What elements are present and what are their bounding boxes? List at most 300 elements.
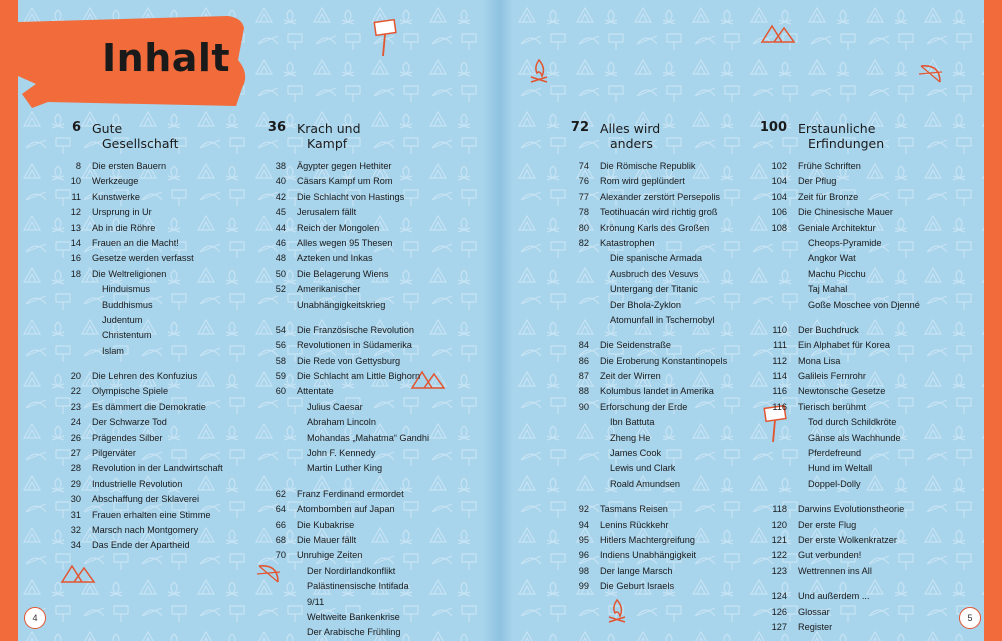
entry-title: Der Buchdruck	[798, 324, 859, 335]
toc-subentry[interactable]	[746, 236, 946, 251]
entry-page-number: 90	[578, 401, 589, 412]
toc-entry[interactable]	[548, 236, 748, 251]
toc-subentry[interactable]	[40, 313, 240, 328]
toc-entry[interactable]	[548, 174, 748, 189]
toc-column	[245, 119, 445, 641]
entry-page-number: 110	[772, 324, 787, 335]
entry-page-number: 94	[578, 519, 589, 530]
toc-entry[interactable]	[245, 221, 445, 236]
toc-entry[interactable]	[746, 533, 946, 548]
toc-subentry[interactable]	[548, 415, 748, 430]
entry-title: Die Mauer fällt	[297, 534, 357, 545]
signpost-icon	[372, 18, 398, 58]
entry-page-number: 38	[275, 161, 286, 171]
entry-title: Olympische Spiele	[92, 386, 169, 397]
entry-page-number: 76	[578, 176, 589, 187]
entry-title: Wettrennen ins All	[798, 565, 872, 576]
entry-page-number: 56	[275, 340, 286, 351]
entry-title: Glossar	[798, 606, 830, 617]
entry-title: Atombomben auf Japan	[297, 504, 395, 515]
entry-page-number: 68	[275, 534, 286, 545]
entry-title: Amerikanischer	[297, 284, 361, 295]
entry-page-number: 11	[71, 191, 81, 202]
entry-title: Die Chinesische Mauer	[798, 207, 893, 218]
section-title-line: Gute	[92, 121, 123, 136]
toc-entry[interactable]	[746, 620, 946, 635]
entry-spacer	[548, 492, 748, 502]
entry-title: Unruhige Zeiten	[297, 550, 363, 561]
section-title-line: Erfindungen	[808, 136, 885, 151]
section-heading	[245, 119, 445, 159]
entry-title: Ein Alphabet für Korea	[798, 340, 890, 351]
entry-page-number: 50	[275, 268, 286, 279]
book-gutter	[483, 0, 513, 641]
entry-title: Ibn Battuta	[610, 417, 655, 428]
entry-page-number: 42	[275, 191, 286, 202]
entry-title: Industrielle Revolution	[92, 478, 183, 489]
toc-subentry[interactable]	[548, 298, 748, 313]
toc-subentry[interactable]	[245, 446, 445, 461]
entry-title: Zeit der Wirren	[600, 371, 661, 382]
entry-title: Untergang der Titanic	[610, 284, 698, 295]
toc-entry[interactable]	[245, 298, 445, 313]
entry-spacer	[746, 313, 946, 323]
entry-title: Der erste Flug	[798, 519, 857, 530]
entry-title: Ägypter gegen Hethiter	[297, 161, 392, 171]
entry-title: Der Arabische Frühling	[307, 627, 401, 638]
entry-title: James Cook	[610, 448, 662, 459]
toc-entry[interactable]	[548, 533, 748, 548]
toc-entry[interactable]	[548, 221, 748, 236]
entry-title: Die Schlacht von Hastings	[297, 191, 405, 202]
entry-title: Gesetze werden verfasst	[92, 253, 194, 264]
campfire-icon	[528, 58, 550, 86]
entry-title: John F. Kennedy	[307, 448, 376, 459]
toc-column	[40, 119, 240, 554]
entry-title: Teotihuacán wird richtig groß	[600, 207, 718, 218]
entry-title: Taj Mahal	[808, 284, 848, 295]
toc-subentry[interactable]	[746, 461, 946, 476]
toc-subentry[interactable]	[548, 431, 748, 446]
entry-title: Geniale Architektur	[798, 222, 876, 233]
entry-title: Werkzeuge	[92, 176, 139, 187]
toc-subentry[interactable]	[40, 298, 240, 313]
entry-title: Hund im Weltall	[808, 463, 873, 474]
toc-entry[interactable]	[746, 221, 946, 236]
entry-page-number: 27	[70, 448, 81, 459]
entry-title: Frühe Schriften	[798, 161, 861, 171]
entry-title: Unabhängigkeitskrieg	[297, 299, 386, 310]
entry-page-number: 34	[70, 540, 81, 551]
toc-subentry[interactable]	[746, 282, 946, 297]
toc-entry[interactable]	[746, 548, 946, 563]
entry-page-number: 46	[275, 237, 286, 248]
entry-title: Die ersten Bauern	[92, 161, 167, 171]
entry-title: Lenins Rückkehr	[600, 519, 669, 530]
entry-page-number: 121	[771, 534, 787, 545]
entry-title: Zeit für Bronze	[798, 191, 859, 202]
toc-entry[interactable]	[40, 477, 240, 492]
toc-entry[interactable]	[746, 174, 946, 189]
toc-entry[interactable]	[548, 190, 748, 205]
entry-title: Roald Amundsen	[610, 478, 680, 489]
entry-page-number: 45	[275, 207, 286, 218]
toc-entry[interactable]	[40, 431, 240, 446]
toc-entry[interactable]	[746, 564, 946, 579]
toc-entry[interactable]	[746, 354, 946, 369]
toc-entry[interactable]	[40, 538, 240, 553]
entry-page-number: 127	[771, 621, 787, 632]
entry-page-number: 14	[70, 237, 81, 248]
entry-title: Frauen an die Macht!	[92, 237, 179, 248]
toc-entry[interactable]	[746, 205, 946, 220]
bow-icon	[918, 62, 944, 84]
toc-subentry[interactable]	[40, 282, 240, 297]
entry-title: Abraham Lincoln	[307, 417, 376, 428]
toc-entry[interactable]	[245, 384, 445, 399]
entry-title: Hinduismus	[102, 284, 150, 295]
entry-page-number: 16	[70, 253, 81, 264]
toc-entry[interactable]	[746, 384, 946, 399]
entry-title: Die Römische Republik	[600, 161, 696, 171]
toc-entry[interactable]	[245, 282, 445, 297]
toc-entry[interactable]	[40, 508, 240, 523]
entry-title: Das Ende der Apartheid	[92, 540, 190, 551]
section-title-line: Gesellschaft	[102, 136, 179, 151]
entry-title: 9/11	[307, 596, 325, 607]
entry-title: Der Schwarze Tod	[92, 417, 167, 428]
entry-page-number: 28	[70, 463, 81, 474]
entry-page-number: 26	[70, 432, 81, 443]
toc-entry[interactable]	[245, 236, 445, 251]
toc-entry[interactable]	[245, 205, 445, 220]
entry-title: Martin Luther King	[307, 463, 383, 474]
toc-subentry[interactable]	[746, 298, 946, 313]
toc-entry[interactable]	[245, 369, 445, 384]
toc-entry[interactable]	[746, 190, 946, 205]
section-page-number: 36	[267, 120, 286, 135]
entry-page-number: 52	[275, 284, 286, 295]
toc-subentry[interactable]	[548, 313, 748, 328]
entry-title: Indiens Unabhängigkeit	[600, 550, 697, 561]
section-title-line: Krach und	[297, 121, 361, 136]
toc-subentry[interactable]	[746, 477, 946, 492]
entry-title: Der erste Wolkenkratzer	[798, 534, 897, 545]
entry-page-number: 22	[70, 386, 81, 397]
entry-page-number: 48	[275, 253, 286, 264]
toc-subentry[interactable]	[245, 461, 445, 476]
section-title-line: Alles wird	[600, 121, 661, 136]
entry-title: Krönung Karls des Großen	[600, 222, 710, 233]
entry-page-number: 13	[70, 222, 81, 233]
campfire-icon	[606, 598, 628, 626]
toc-entry[interactable]	[245, 251, 445, 266]
entry-spacer	[548, 328, 748, 338]
entry-spacer	[40, 359, 240, 369]
entry-title: Angkor Wat	[808, 253, 856, 264]
toc-subentry[interactable]	[746, 251, 946, 266]
entry-spacer	[245, 313, 445, 323]
entry-page-number: 92	[578, 504, 589, 515]
toc-subentry[interactable]	[548, 461, 748, 476]
entry-page-number: 87	[578, 371, 589, 382]
entry-page-number: 8	[75, 161, 81, 171]
toc-entry[interactable]	[746, 159, 946, 174]
toc-entry[interactable]	[746, 323, 946, 338]
section-title-line: anders	[610, 136, 653, 151]
toc-subentry[interactable]	[40, 344, 240, 359]
toc-entry[interactable]	[40, 369, 240, 384]
toc-subentry[interactable]	[245, 400, 445, 415]
entry-title: Alexander zerstört Persepolis	[600, 191, 721, 202]
entry-title: Frauen erhalten eine Stimme	[92, 509, 211, 520]
entry-title: Gut verbunden!	[798, 550, 862, 561]
toc-entry[interactable]	[746, 338, 946, 353]
entry-title: Tierisch berühmt	[798, 401, 867, 412]
entry-page-number: 112	[772, 355, 787, 366]
toc-column	[548, 119, 748, 595]
toc-entry[interactable]	[245, 338, 445, 353]
entry-page-number: 104	[771, 191, 787, 202]
entry-title: Katastrophen	[600, 237, 655, 248]
toc-entry[interactable]	[40, 523, 240, 538]
toc-entry[interactable]	[40, 446, 240, 461]
toc-entry[interactable]	[245, 533, 445, 548]
toc-subentry[interactable]	[746, 446, 946, 461]
pyramid-icon	[760, 24, 796, 44]
entry-title: Der Nordirlandkonflikt	[307, 565, 396, 576]
entry-page-number: 60	[275, 386, 286, 397]
toc-entry[interactable]	[245, 159, 445, 174]
toc-subentry[interactable]	[245, 595, 445, 610]
entry-title: Die Französische Revolution	[297, 324, 414, 335]
entry-page-number: 62	[275, 488, 286, 499]
entry-title: Franz Ferdinand ermordet	[297, 488, 404, 499]
entry-page-number: 86	[578, 355, 589, 366]
entry-title: Rom wird geplündert	[600, 176, 685, 187]
entry-page-number: 108	[771, 222, 787, 233]
entry-page-number: 44	[275, 222, 286, 233]
entry-title: Zheng He	[610, 432, 651, 443]
entry-title: Cäsars Kampf um Rom	[297, 176, 393, 187]
entry-title: Kolumbus landet in Amerika	[600, 386, 714, 397]
toc-entry[interactable]	[245, 267, 445, 282]
toc-entry[interactable]	[548, 369, 748, 384]
entry-page-number: 82	[578, 237, 589, 248]
entry-page-number: 58	[275, 355, 286, 366]
toc-entry[interactable]	[40, 190, 240, 205]
toc-subentry[interactable]	[245, 610, 445, 625]
entry-title: Prägendes Silber	[92, 432, 163, 443]
entry-page-number: 23	[70, 401, 81, 412]
entry-page-number: 104	[771, 176, 787, 187]
toc-entry[interactable]	[245, 354, 445, 369]
page-number-left: 4	[24, 607, 46, 629]
entry-title: Register	[798, 621, 833, 632]
toc-entry[interactable]	[245, 323, 445, 338]
entry-page-number: 99	[578, 581, 589, 592]
entry-title: Die Belagerung Wiens	[297, 268, 389, 279]
section-heading	[548, 119, 748, 159]
toc-entry[interactable]	[548, 548, 748, 563]
toc-subentry[interactable]	[245, 564, 445, 579]
entry-page-number: 20	[70, 371, 81, 382]
entry-page-number: 126	[771, 606, 787, 617]
entry-title: Machu Picchu	[808, 268, 866, 279]
entry-page-number: 59	[275, 371, 286, 382]
toc-entry[interactable]	[40, 384, 240, 399]
toc-entry[interactable]	[40, 221, 240, 236]
entry-page-number: 102	[771, 161, 787, 171]
toc-entry[interactable]	[746, 589, 946, 604]
entry-title: Tasmans Reisen	[600, 504, 668, 515]
toc-entry[interactable]	[746, 605, 946, 620]
toc-entry[interactable]	[548, 400, 748, 415]
entry-page-number: 116	[772, 386, 787, 397]
toc-entry[interactable]	[245, 502, 445, 517]
toc-entry[interactable]	[548, 564, 748, 579]
page-number-right: 5	[959, 607, 981, 629]
entry-page-number: 106	[771, 207, 787, 218]
entry-title: Christentum	[102, 330, 152, 341]
entry-title: Alles wegen 95 Thesen	[297, 237, 393, 248]
toc-subentry[interactable]	[746, 267, 946, 282]
section-page-number: 72	[570, 120, 589, 135]
entry-title: Revolution in der Landwirtschaft	[92, 463, 223, 474]
entry-page-number: 78	[578, 207, 589, 218]
toc-entry[interactable]	[746, 369, 946, 384]
toc-entry[interactable]	[40, 415, 240, 430]
toc-subentry[interactable]	[548, 446, 748, 461]
entry-title: Ausbruch des Vesuvs	[610, 268, 699, 279]
entry-page-number: 96	[578, 550, 589, 561]
toc-entry[interactable]	[746, 400, 946, 415]
entry-title: Die Geburt Israels	[600, 581, 675, 592]
entry-spacer	[245, 477, 445, 487]
entry-title: Die Seidenstraße	[600, 340, 671, 351]
toc-entry[interactable]	[40, 400, 240, 415]
toc-entry[interactable]	[746, 518, 946, 533]
entry-title: Und außerdem ...	[798, 591, 870, 602]
toc-entry[interactable]	[40, 205, 240, 220]
entry-title: Cheops-Pyramide	[808, 237, 882, 248]
entry-title: Pferdefreund	[808, 448, 862, 459]
toc-entry[interactable]	[548, 384, 748, 399]
entry-title: Palästinensische Intifada	[307, 581, 409, 592]
entry-title: Lewis und Clark	[610, 463, 676, 474]
entry-page-number: 77	[578, 191, 589, 202]
entry-page-number: 12	[70, 207, 81, 218]
entry-title: Der Bhola-Zyklon	[610, 299, 681, 310]
toc-subentry[interactable]	[548, 477, 748, 492]
toc-column	[746, 119, 946, 635]
toc-subentry[interactable]	[548, 282, 748, 297]
toc-entry[interactable]	[245, 487, 445, 502]
toc-subentry[interactable]	[245, 625, 445, 640]
toc-entry[interactable]	[40, 159, 240, 174]
entry-page-number: 40	[275, 176, 286, 187]
toc-entry[interactable]	[245, 190, 445, 205]
toc-entry[interactable]	[40, 267, 240, 282]
entry-page-number: 64	[275, 504, 286, 515]
entry-title: Goße Moschee von Djenné	[808, 299, 920, 310]
entry-page-number: 32	[70, 524, 81, 535]
entry-page-number: 111	[773, 340, 787, 351]
toc-entry[interactable]	[40, 174, 240, 189]
section-page-number: 6	[71, 120, 81, 135]
toc-entry[interactable]	[548, 338, 748, 353]
entry-page-number: 84	[578, 340, 589, 351]
toc-subentry[interactable]	[548, 267, 748, 282]
entry-title: Ursprung in Ur	[92, 207, 152, 218]
toc-entry[interactable]	[40, 236, 240, 251]
toc-entry[interactable]	[548, 354, 748, 369]
entry-page-number: 116	[772, 401, 787, 412]
entry-title: Die Kubakrise	[297, 519, 355, 530]
entry-title: Revolutionen in Südamerika	[297, 340, 412, 351]
toc-subentry[interactable]	[40, 328, 240, 343]
entry-title: Reich der Mongolen	[297, 222, 380, 233]
entry-page-number: 74	[578, 161, 589, 171]
entry-title: Abschaffung der Sklaverei	[92, 494, 200, 505]
toc-subentry[interactable]	[245, 415, 445, 430]
toc-subentry[interactable]	[245, 579, 445, 594]
toc-subentry[interactable]	[746, 415, 946, 430]
toc-entry[interactable]	[746, 502, 946, 517]
toc-entry[interactable]	[548, 579, 748, 594]
entry-title: Die Eroberung Konstantinopels	[600, 355, 728, 366]
entry-page-number: 70	[275, 550, 286, 561]
entry-title: Mona Lisa	[798, 355, 841, 366]
entry-title: Jerusalem fällt	[297, 207, 357, 218]
entry-page-number: 54	[275, 324, 286, 335]
entry-page-number: 66	[275, 519, 286, 530]
toc-subentry[interactable]	[548, 251, 748, 266]
toc-entry[interactable]	[40, 251, 240, 266]
entry-title: Judentum	[102, 314, 143, 325]
toc-entry[interactable]	[245, 548, 445, 563]
entry-title: Atomunfall in Tschernobyl	[610, 314, 715, 325]
toc-entry[interactable]	[40, 461, 240, 476]
section-heading	[40, 119, 240, 159]
toc-entry[interactable]	[245, 174, 445, 189]
entry-title: Buddhismus	[102, 299, 153, 310]
entry-title: Gänse als Wachhunde	[808, 432, 901, 443]
toc-entry[interactable]	[548, 518, 748, 533]
toc-entry[interactable]	[40, 492, 240, 507]
toc-entry[interactable]	[548, 502, 748, 517]
toc-entry[interactable]	[245, 518, 445, 533]
entry-page-number: 118	[772, 504, 787, 515]
entry-page-number: 114	[772, 371, 787, 382]
entry-page-number: 29	[70, 478, 81, 489]
entry-spacer	[746, 492, 946, 502]
entry-title: Kunstwerke	[92, 191, 141, 202]
section-heading	[746, 119, 946, 159]
entry-title: Newtonsche Gesetze	[798, 386, 886, 397]
toc-entry[interactable]	[548, 159, 748, 174]
toc-subentry[interactable]	[245, 431, 445, 446]
entry-title: Die Rede von Gettysburg	[297, 355, 401, 366]
entry-title: Der Pflug	[798, 176, 837, 187]
entry-title: Ab in die Röhre	[92, 222, 156, 233]
toc-entry[interactable]	[548, 205, 748, 220]
toc-subentry[interactable]	[746, 431, 946, 446]
entry-title: Marsch nach Montgomery	[92, 524, 199, 535]
entry-title: Der lange Marsch	[600, 565, 673, 576]
entry-title: Die Schlacht am Little Bighorn	[297, 371, 421, 382]
entry-title: Erforschung der Erde	[600, 401, 688, 412]
